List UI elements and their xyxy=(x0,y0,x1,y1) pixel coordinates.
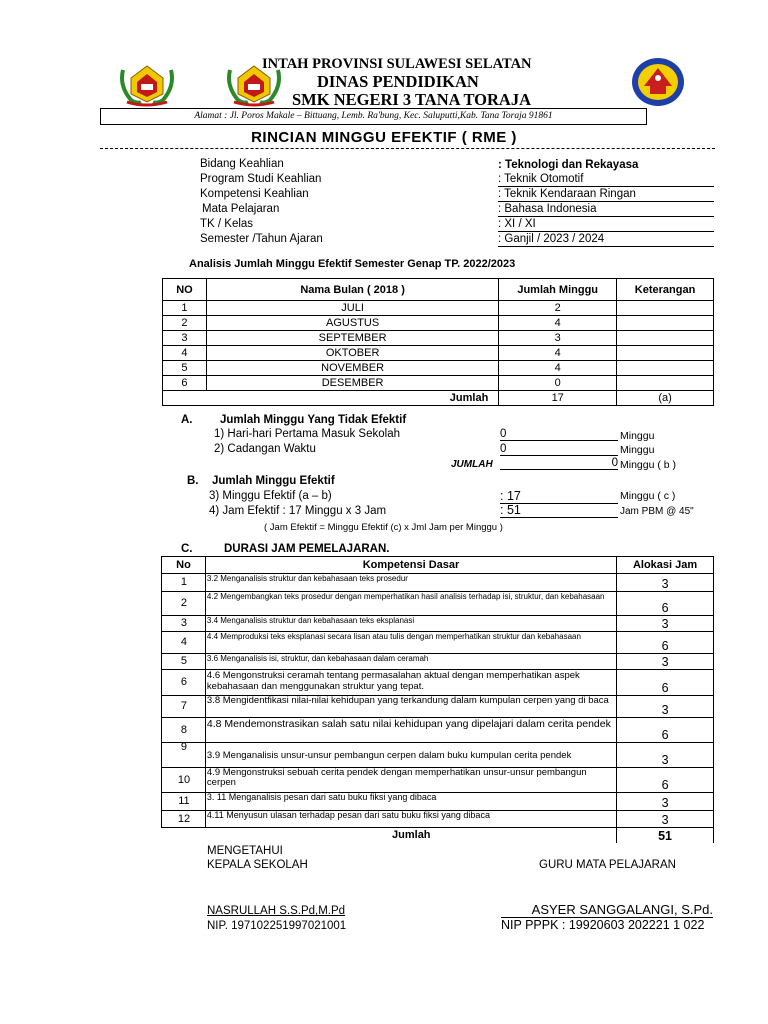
school-emblem-icon xyxy=(630,56,686,108)
col-header-no: No xyxy=(162,557,206,574)
cell-jam: 6 xyxy=(617,632,714,654)
cell-note xyxy=(617,361,714,376)
info-label: TK / Kelas xyxy=(200,218,254,230)
header-line-1: INTAH PROVINSI SULAWESI SELATAN xyxy=(262,56,532,72)
cell-kd: 3.6 Menganalisis isi, struktur, dan kebahasaan dalam ceramah xyxy=(205,654,616,670)
kd-table xyxy=(161,556,714,843)
cell-weeks: 2 xyxy=(499,301,617,316)
section-a-total-unit: Minggu ( b ) xyxy=(620,459,677,471)
cell-jam: 6 xyxy=(617,670,714,696)
table-row xyxy=(162,718,714,743)
section-b-item2-unit: Jam PBM @ 45" xyxy=(620,506,694,517)
cell-jam: 6 xyxy=(617,592,714,616)
cell-kd: 4.11 Menyusun ulasan terhadap pesan dari satu buku fiksi yang dibaca xyxy=(205,811,616,828)
cell-weeks: 3 xyxy=(499,331,617,346)
section-b-item2-label: 4) Jam Efektif : 17 Minggu x 3 Jam xyxy=(209,505,387,517)
info-label: Program Studi Keahlian xyxy=(200,173,322,185)
cell-weeks: 4 xyxy=(499,361,617,376)
left-role: KEPALA SEKOLAH xyxy=(207,859,308,871)
cell-kd: 3.2 Menganalisis struktur dan kebahasaan teks prosedur xyxy=(205,574,616,592)
table-row xyxy=(163,346,714,361)
section-a-item-value: 0 xyxy=(500,443,618,456)
left-name: NASRULLAH S.S.Pd,M.Pd xyxy=(207,905,346,917)
total-row xyxy=(162,828,714,843)
col-header-jam: Alokasi Jam xyxy=(617,557,714,574)
section-b-item1-unit: Minggu ( c ) xyxy=(620,490,676,502)
info-value: : Teknik Otomotif xyxy=(498,172,714,187)
section-b-note: ( Jam Efektif = Minggu Efektif (c) x Jml Jam per Minggu ) xyxy=(264,522,503,533)
cell-month: DESEMBER xyxy=(206,376,498,391)
total-label: Jumlah xyxy=(206,391,498,406)
analysis-title: Analisis Jumlah Minggu Efektif Semester Genap TP. 2022/2023 xyxy=(189,258,516,270)
total-row xyxy=(163,391,714,406)
section-a-item-unit: Minggu xyxy=(620,430,655,442)
cell-no: 3 xyxy=(162,616,206,632)
table-row xyxy=(162,743,714,768)
cell-month: OKTOBER xyxy=(206,346,498,361)
cell-jam: 3 xyxy=(617,574,714,592)
table-row xyxy=(163,316,714,331)
cell-weeks: 0 xyxy=(499,376,617,391)
right-role: GURU MATA PELAJARAN xyxy=(539,859,676,871)
table-row xyxy=(162,632,714,654)
col-header-no: NO xyxy=(163,279,207,301)
cell-weeks: 4 xyxy=(499,316,617,331)
cell-month: NOVEMBER xyxy=(206,361,498,376)
section-a-item-label: 2) Cadangan Waktu xyxy=(214,443,316,455)
sulsel-emblem-icon xyxy=(117,58,177,108)
col-header-weeks: Jumlah Minggu xyxy=(499,279,617,301)
table-row xyxy=(162,616,714,632)
cell-no: 6 xyxy=(162,670,206,696)
section-b-letter: B. xyxy=(187,475,199,487)
section-a-item-label: 1) Hari-hari Pertama Masuk Sekolah xyxy=(214,428,400,440)
cell-month: SEPTEMBER xyxy=(206,331,498,346)
cell-kd: 4.8 Mendemonstrasikan salah satu nilai kehidupan yang dipelajari dalam cerita pendek xyxy=(205,718,616,743)
cell-jam: 3 xyxy=(617,793,714,811)
cell-month: JULI xyxy=(206,301,498,316)
cell-no: 11 xyxy=(162,793,206,811)
cell-jam: 3 xyxy=(617,654,714,670)
table-row xyxy=(162,768,714,793)
cell-no: 4 xyxy=(163,346,207,361)
cell-no: 2 xyxy=(163,316,207,331)
section-b-item2-value: : 51 xyxy=(500,503,618,518)
cell-note xyxy=(617,346,714,361)
table-row xyxy=(162,592,714,616)
table-row xyxy=(162,670,714,696)
page-title: RINCIAN MINGGU EFEKTIF ( RME ) xyxy=(251,129,517,146)
cell-note xyxy=(617,301,714,316)
cell-kd: 4.9 Mengonstruksi sebuah cerita pendek dengan memperhatikan unsur-unsur pembangun cerpen xyxy=(205,768,616,793)
info-label: Kompetensi Keahlian xyxy=(200,188,309,200)
section-b-item1-label: 3) Minggu Efektif (a – b) xyxy=(209,490,332,502)
table-row xyxy=(163,301,714,316)
cell-no: 1 xyxy=(162,574,206,592)
cell-empty xyxy=(163,391,207,406)
section-c-letter: C. xyxy=(181,543,193,555)
title-divider xyxy=(100,148,715,149)
header-line-2: DINAS PENDIDIKAN xyxy=(317,72,479,91)
table-row xyxy=(163,331,714,346)
info-label: Bidang Keahlian xyxy=(200,158,284,170)
section-c-title: DURASI JAM PEMELAJARAN. xyxy=(224,543,390,555)
cell-note xyxy=(617,331,714,346)
total-jam: 51 xyxy=(617,828,714,843)
mengetahui-label: MENGETAHUI xyxy=(207,845,283,857)
cell-kd: 3. 11 Menganalisis pesan dari satu buku fiksi yang dibaca xyxy=(205,793,616,811)
cell-no: 12 xyxy=(162,811,206,828)
right-name: ASYER SANGGALANGI, S.Pd. xyxy=(501,902,713,918)
table-row xyxy=(162,793,714,811)
info-value: : Teknologi dan Rekayasa xyxy=(498,159,639,171)
cell-note xyxy=(617,376,714,391)
table-row xyxy=(163,361,714,376)
cell-kd: 4.4 Memproduksi teks eksplanasi secara lisan atau tulis dengan memperhatikan struktur dan kebahasaan xyxy=(205,632,616,654)
cell-month: AGUSTUS xyxy=(206,316,498,331)
info-value: : Teknik Kendaraan Ringan xyxy=(498,187,714,202)
cell-jam: 3 xyxy=(617,811,714,828)
cell-kd: 4.6 Mengonstruksi ceramah tentang permasalahan aktual dengan memperhatikan aspek kebahasaan dan menggunakan struktur yang tepat. xyxy=(205,670,616,696)
info-value: : Bahasa Indonesia xyxy=(498,202,714,217)
cell-no: 3 xyxy=(163,331,207,346)
cell-no: 5 xyxy=(162,654,206,670)
col-header-kd: Kompetensi Dasar xyxy=(205,557,616,574)
cell-weeks: 4 xyxy=(499,346,617,361)
total-label: Jumlah xyxy=(205,828,616,843)
section-b-item1-value: : 17 xyxy=(500,489,618,504)
table-row xyxy=(162,811,714,828)
info-value: : Ganjil / 2023 / 2024 xyxy=(498,232,714,247)
section-a-item-value: 0 xyxy=(500,428,618,441)
cell-kd: 3.9 Menganalisis unsur-unsur pembangun cerpen dalam buku kumpulan cerita pendek xyxy=(205,743,616,768)
cell-note xyxy=(617,316,714,331)
cell-no: 9 xyxy=(162,743,206,768)
info-label: Semester /Tahun Ajaran xyxy=(200,233,323,245)
cell-jam: 3 xyxy=(617,616,714,632)
table-row xyxy=(162,574,714,592)
total-note: (a) xyxy=(617,391,714,406)
col-header-note: Keterangan xyxy=(617,279,714,301)
cell-no: 1 xyxy=(163,301,207,316)
section-a-item-unit: Minggu xyxy=(620,444,655,456)
left-nip: NIP. 197102251997021001 xyxy=(207,920,347,932)
cell-jam: 3 xyxy=(617,696,714,718)
cell-jam: 6 xyxy=(617,718,714,743)
cell-empty xyxy=(162,828,206,843)
section-a-total-value: 0 xyxy=(500,457,618,470)
table-row xyxy=(162,696,714,718)
table-row xyxy=(162,654,714,670)
months-table xyxy=(162,278,714,406)
info-label: Mata Pelajaran xyxy=(202,203,280,215)
table-row xyxy=(163,376,714,391)
cell-no: 8 xyxy=(162,718,206,743)
cell-no: 5 xyxy=(163,361,207,376)
cell-no: 7 xyxy=(162,696,206,718)
address-box: Alamat : Jl. Poros Makale – Bittuang, Lemb. Ra'bung, Kec. Saluputti,Kab. Tana Toraja 91861 xyxy=(100,108,647,125)
cell-no: 2 xyxy=(162,592,206,616)
total-weeks: 17 xyxy=(499,391,617,406)
cell-no: 4 xyxy=(162,632,206,654)
cell-jam: 6 xyxy=(617,768,714,793)
section-a-title: Jumlah Minggu Yang Tidak Efektif xyxy=(220,414,407,426)
cell-jam: 3 xyxy=(617,743,714,768)
right-nip: NIP PPPK : 19920603 202221 1 022 xyxy=(501,918,705,932)
cell-kd: 4.2 Mengembangkan teks prosedur dengan memperhatikan hasil analisis terhadap isi, struktur, dan kebahasaan xyxy=(205,592,616,616)
info-value: : XI / XI xyxy=(498,217,714,232)
section-a-letter: A. xyxy=(181,414,193,426)
cell-no: 6 xyxy=(163,376,207,391)
cell-no: 10 xyxy=(162,768,206,793)
col-header-month: Nama Bulan ( 2018 ) xyxy=(206,279,498,301)
cell-kd: 3.4 Menganalisis struktur dan kebahasaan teks eksplanasi xyxy=(205,616,616,632)
section-b-title: Jumlah Minggu Efektif xyxy=(212,475,335,487)
cell-kd: 3.8 Mengidentfikasi nilai-nilai kehidupan yang terkandung dalam kumpulan cerpen yang di baca xyxy=(205,696,616,718)
header-line-3: SMK NEGERI 3 TANA TORAJA xyxy=(292,90,531,109)
section-a-total-label: JUMLAH xyxy=(451,459,493,470)
